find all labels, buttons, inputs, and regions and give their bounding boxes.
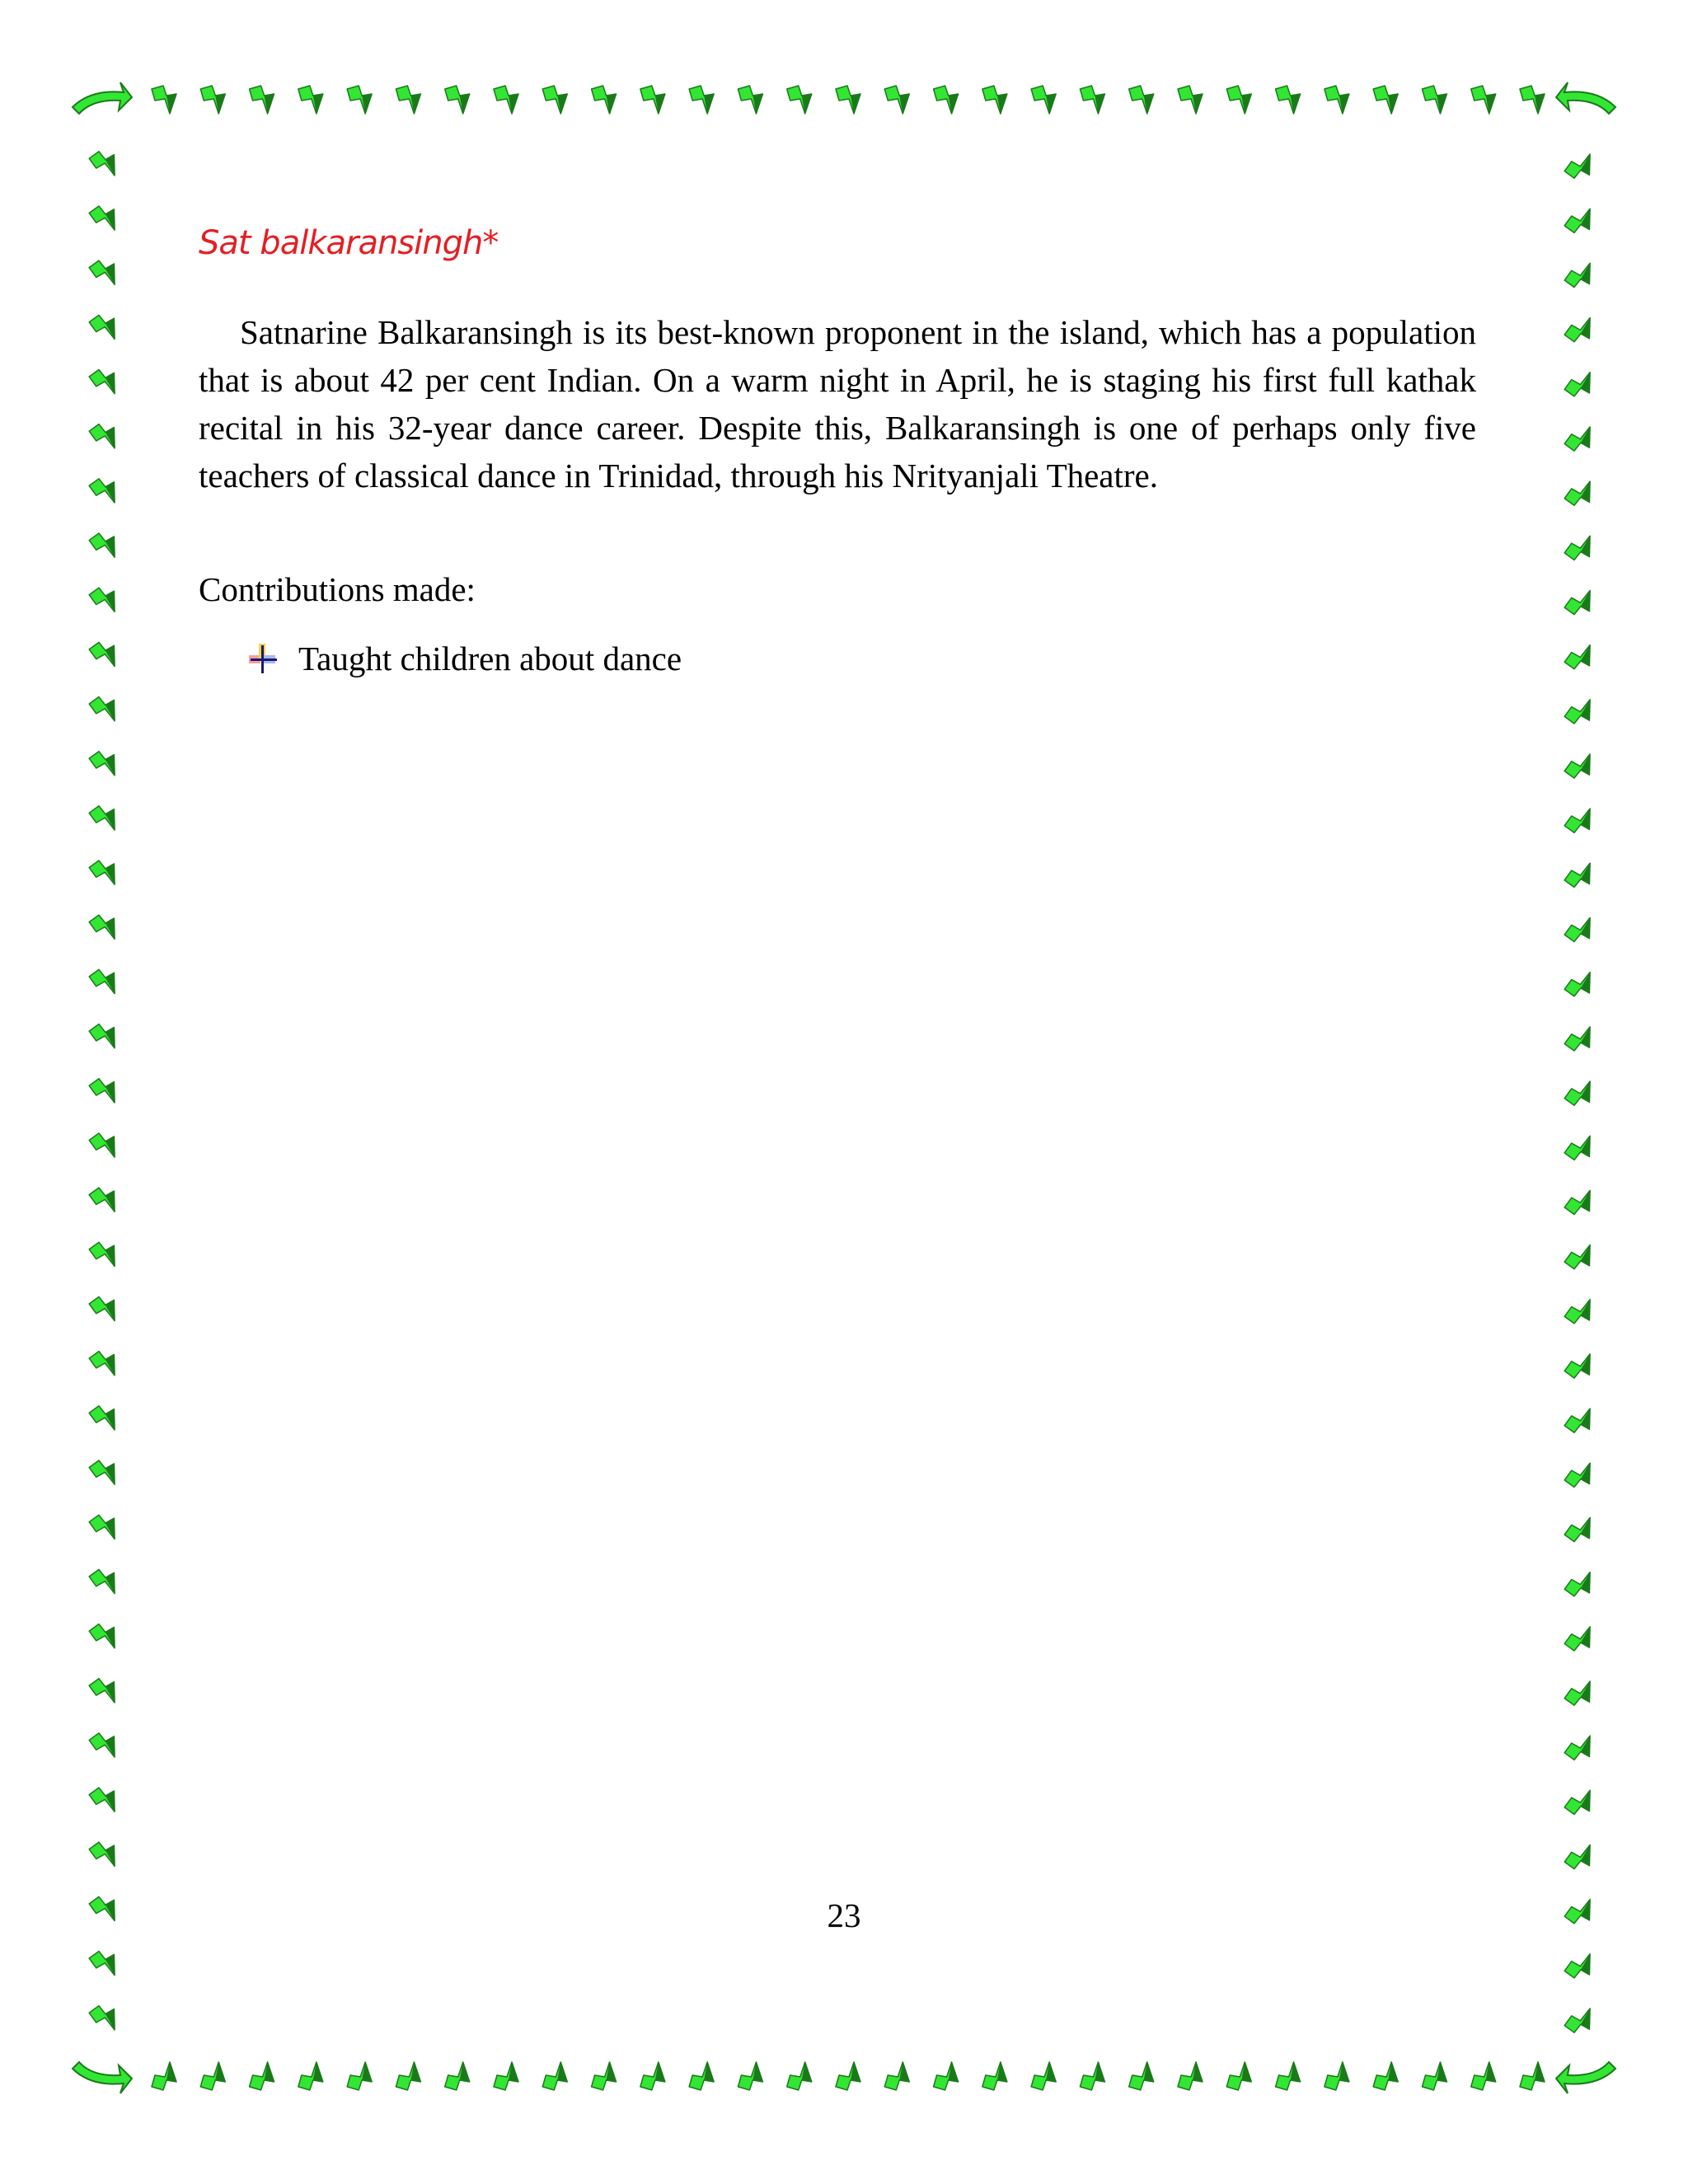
green-leaf-icon <box>1564 1784 1597 1819</box>
green-leaf-icon <box>1564 1239 1597 1273</box>
green-leaf-icon <box>542 86 567 114</box>
green-leaf-icon <box>1564 912 1597 946</box>
green-leaf-icon <box>1564 203 1597 237</box>
green-leaf-icon <box>1564 1675 1597 1709</box>
green-leaf-icon <box>1564 1620 1597 1655</box>
green-leaf-icon <box>88 1347 121 1381</box>
green-leaf-icon <box>347 86 372 114</box>
green-leaf-icon <box>200 2062 225 2090</box>
green-leaf-icon <box>640 2062 665 2090</box>
green-leaf-icon <box>88 311 121 345</box>
green-leaf-icon <box>982 86 1007 114</box>
green-leaf-icon <box>1564 1566 1597 1601</box>
green-leaf-icon <box>298 2062 323 2090</box>
green-leaf-icon <box>1564 1075 1597 1109</box>
green-leaf-icon <box>88 365 121 400</box>
body-paragraph: Satnarine Balkaransingh is its best-known proponent in the island, which has a population that is about 42 per cent Indian. On a warm night in April, he is staging his first full kathak recital in his 32-year dance career. Despite this, Balkaransingh is one of perhaps only five teachers of classical dance in Trinidad, through his Nrityanjali Theatre. <box>199 313 1476 494</box>
green-leaf-icon <box>88 201 121 236</box>
green-leaf-icon <box>1373 2062 1398 2090</box>
green-leaf-icon <box>445 2062 470 2090</box>
green-leaf-icon <box>1564 1347 1597 1382</box>
green-leaf-icon <box>1564 1184 1597 1219</box>
green-leaf-icon <box>88 1456 121 1491</box>
green-leaf-icon <box>1564 803 1597 837</box>
green-leaf-icon <box>1471 86 1496 114</box>
green-leaf-icon <box>88 2001 121 2036</box>
green-leaf-icon <box>88 1292 121 1327</box>
list-item <box>247 635 682 682</box>
green-leaf-icon <box>445 86 470 114</box>
green-leaf-icon <box>836 2062 860 2090</box>
green-leaf-icon <box>934 86 959 114</box>
green-leaf-icon <box>88 1401 121 1436</box>
green-leaf-icon <box>1564 476 1597 510</box>
green-leaf-icon <box>592 2062 617 2090</box>
green-leaf-icon <box>1564 1947 1597 1982</box>
green-leaf-icon <box>1226 2062 1251 2090</box>
green-leaf-icon <box>1080 2062 1104 2090</box>
green-leaf-icon <box>1226 86 1251 114</box>
green-leaf-icon <box>884 86 909 114</box>
green-leaf-icon <box>88 419 121 454</box>
green-leaf-icon <box>689 2062 714 2090</box>
green-leaf-icon <box>298 86 323 114</box>
green-leaf-icon <box>88 911 121 945</box>
green-leaf-icon <box>88 1728 121 1763</box>
green-leaf-icon <box>88 1619 121 1654</box>
border-left-leaves <box>88 147 121 2036</box>
green-leaf-icon <box>1520 86 1545 114</box>
green-leaf-icon <box>88 1838 121 1872</box>
page-title: Sat balkaransingh* <box>199 224 499 262</box>
green-leaf-icon <box>88 747 121 781</box>
green-leaf-icon <box>88 1783 121 1818</box>
green-leaf-icon <box>1129 2062 1154 2090</box>
green-leaf-icon <box>88 638 121 673</box>
green-leaf-icon <box>1422 2062 1447 2090</box>
green-leaf-icon <box>640 86 665 114</box>
green-leaf-icon <box>152 2062 176 2090</box>
green-leaf-icon <box>1564 584 1597 619</box>
green-leaf-icon <box>738 2062 762 2090</box>
green-leaf-icon <box>88 692 121 727</box>
border-bottom-leaves <box>152 2062 1545 2090</box>
green-leaf-icon <box>738 86 762 114</box>
green-leaf-icon <box>88 1511 121 1545</box>
green-leaf-icon <box>1373 86 1398 114</box>
green-leaf-icon <box>88 965 121 1000</box>
green-leaf-icon <box>1422 86 1447 114</box>
green-leaf-icon <box>1564 1403 1597 1437</box>
green-leaf-icon <box>88 256 121 291</box>
cross-bullet-icon <box>247 642 280 675</box>
green-leaf-icon <box>88 856 121 891</box>
green-leaf-icon <box>1564 748 1597 782</box>
green-leaf-icon <box>1564 530 1597 565</box>
green-leaf-icon <box>88 474 121 509</box>
green-leaf-icon <box>88 1674 121 1708</box>
green-leaf-icon <box>836 86 860 114</box>
green-leaf-icon <box>689 86 714 114</box>
green-leaf-icon <box>88 1238 121 1272</box>
green-leaf-icon <box>1564 148 1597 182</box>
green-leaf-icon <box>1080 86 1104 114</box>
green-leaf-icon <box>884 2062 909 2090</box>
green-leaf-icon <box>1564 639 1597 673</box>
green-leaf-icon <box>1178 2062 1203 2090</box>
green-leaf-icon <box>396 86 420 114</box>
contributions-list <box>247 635 682 682</box>
green-leaf-icon <box>1564 312 1597 346</box>
green-leaf-icon <box>1276 2062 1301 2090</box>
green-leaf-icon <box>1325 2062 1349 2090</box>
green-leaf-icon <box>1564 1457 1597 1492</box>
green-leaf-icon <box>1564 1293 1597 1328</box>
green-leaf-icon <box>1564 1130 1597 1165</box>
green-leaf-icon <box>1564 1730 1597 1765</box>
green-leaf-icon <box>1276 86 1301 114</box>
green-leaf-icon <box>88 801 121 836</box>
green-leaf-icon <box>250 86 274 114</box>
green-leaf-icon <box>1520 2062 1545 2090</box>
green-leaf-icon <box>1129 86 1154 114</box>
green-leaf-icon <box>494 2062 518 2090</box>
green-leaf-icon <box>1564 2002 1597 2036</box>
green-leaf-icon <box>88 1074 121 1108</box>
green-leaf-icon <box>1031 86 1056 114</box>
green-leaf-icon <box>1564 366 1597 401</box>
green-leaf-icon <box>1564 1020 1597 1055</box>
green-leaf-icon <box>1564 693 1597 728</box>
green-leaf-icon <box>1178 86 1203 114</box>
green-leaf-icon <box>88 1128 121 1163</box>
green-leaf-icon <box>1564 257 1597 292</box>
contributions-label: Contributions made: <box>199 570 476 608</box>
green-leaf-icon <box>88 1565 121 1600</box>
corner-bottom-left-icon <box>73 2062 132 2093</box>
corner-top-right-icon <box>1556 82 1615 114</box>
list-item-text: Taught children about dance <box>298 640 682 677</box>
border-right-leaves <box>1564 148 1597 2036</box>
green-leaf-icon <box>494 86 518 114</box>
green-leaf-icon <box>88 147 121 181</box>
green-leaf-icon <box>1564 1511 1597 1546</box>
green-leaf-icon <box>1564 857 1597 892</box>
green-leaf-icon <box>1325 86 1349 114</box>
green-leaf-icon <box>787 86 812 114</box>
green-leaf-icon <box>1564 420 1597 455</box>
border-top-leaves <box>152 86 1545 114</box>
green-leaf-icon <box>88 1947 121 1981</box>
green-leaf-icon <box>592 86 617 114</box>
green-leaf-icon <box>787 2062 812 2090</box>
green-leaf-icon <box>1031 2062 1056 2090</box>
green-leaf-icon <box>200 86 225 114</box>
green-leaf-icon <box>1564 966 1597 1001</box>
green-leaf-icon <box>396 2062 420 2090</box>
green-leaf-icon <box>542 2062 567 2090</box>
corner-top-left-icon <box>73 82 132 114</box>
green-leaf-icon <box>88 1183 121 1218</box>
green-leaf-icon <box>88 1019 121 1054</box>
green-leaf-icon <box>1471 2062 1496 2090</box>
green-leaf-icon <box>934 2062 959 2090</box>
corner-bottom-right-icon <box>1556 2062 1615 2093</box>
green-leaf-icon <box>88 529 121 564</box>
green-leaf-icon <box>982 2062 1007 2090</box>
page-number: 23 <box>827 1896 861 1934</box>
green-leaf-icon <box>88 583 121 618</box>
green-leaf-icon <box>250 2062 274 2090</box>
green-leaf-icon <box>1564 1839 1597 1873</box>
green-leaf-icon <box>152 86 176 114</box>
green-leaf-icon <box>347 2062 372 2090</box>
